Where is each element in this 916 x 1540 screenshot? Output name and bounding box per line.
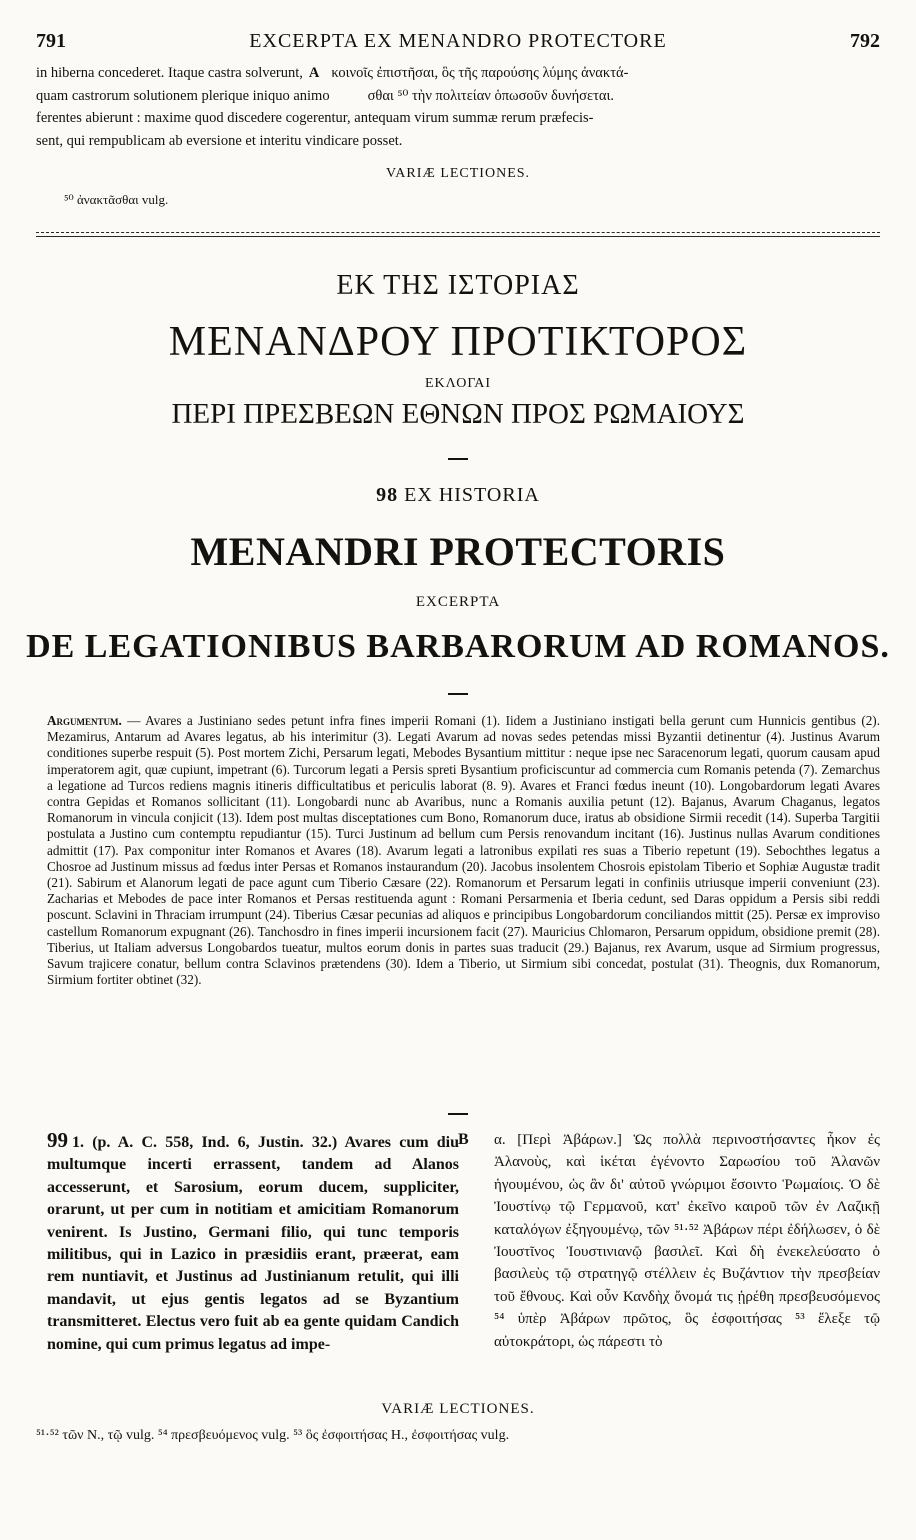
greek-small-title: ΕΚ ΤΗΣ ΙΣΤΟΡΙΑΣ [336, 270, 580, 301]
latin-subtitle: DE LEGATIONIBUS BARBARORUM AD ROMANOS. [26, 628, 890, 665]
latin-body-text: 1. (p. A. C. 558, Ind. 6, Justin. 32.) Avares cum diu multumque incerti errassent, tandem ad Alanos accesserunt, et Sarosium, eorum ducem, suppliciter, orarunt, ut per cum in notitiam et amicitiam Romanorum venirent. Is Justino, Germani filio, qui tunc temporis militibus, qui in Lazico in præsidiis erant, præerat, eam rem nuntiavit, et Justinus ad Justinianum retulit, qui illi mandavit, ut ejus gentis legatos ad se Byzantium transmitteret. Electus vero fuit ab ea gente quidam Candich nomine, qui cum primus legatus ad impe- [47, 1134, 459, 1353]
latin-small-title-text: EX HISTORIA [404, 484, 540, 506]
greek-line: σθαι ⁵⁰ τὴν πολιτείαν ὁπωσοῦν δυνήσεται. [367, 87, 615, 104]
greek-subtitle: ΠΕΡΙ ΠΡΕΣΒΕΩΝ ΕΘΝΩΝ ΠΡΟΣ ΡΩΜΑΙΟΥΣ [171, 398, 745, 430]
running-header [36, 30, 880, 60]
column-number: 98 [376, 484, 399, 506]
greek-body-text: α. [Περὶ Ἀβάρων.] Ὡς πολλὰ περινοστήσαντες ἧκον ἐς Ἀλανοὺς, καὶ ἱκέται ἐγένοντο Σαρωσίου τοῦ Ἀλανῶν ἡγουμένου, ὡς ἂν δι' αὐτοῦ γνώριμοι ἔσοιντο Ῥωμαίοις. Ὁ δὲ Ἰουστίνῳ τῷ Γερμανοῦ, κατ' ἐκεῖνο καιροῦ τῶν ἐν Λαζικῇ καταλόγων ἐξηγουμένῳ, τῶν ⁵¹·⁵² Ἀβάρων πέρι ἐδήλωσεν, ὁ δὲ Ἰουστῖνος Ἰουστινιανῷ βασιλεῖ. Καὶ δὴ ἐνεκελεύσατο ὁ βασιλεὺς τῷ στρατηγῷ στέλλειν ἐς Βυζάντιον τὴν πρεσβείαν τοῦ ἔθνους. Καὶ οὖν Κανδὴχ ὄνομά τις ᾑρέθη πρεσβευσόμενος ⁵⁴ ὑπὲρ Ἀβάρων πρῶτος, ὃς ἐσφοιτήσας ⁵³ ἔλεξε τῷ αὐτοκράτορι, ὡς πάρεστι τὸ [494, 1132, 880, 1350]
title-dash [448, 693, 468, 695]
column-number: 99 [47, 1129, 68, 1152]
latin-line: in hiberna concederet. Itaque castra solverunt, [36, 65, 303, 81]
column-marker: B [458, 1131, 469, 1148]
title-dash [448, 458, 468, 460]
latin-line: ferentes abierunt : maxime quod discedere cogerentur, antequam virum summæ rerum præfecis- [36, 110, 594, 126]
variae-lectiones-note: ⁵¹·⁵² τῶν N., τῷ vulg. ⁵⁴ πρεσβευόμενος vulg. ⁵³ ὃς ἐσφοιτήσας H., ἐσφοιτήσας vulg. [36, 1428, 510, 1443]
greek-column [494, 1129, 880, 1397]
latin-line: quam castrorum solutionem plerique iniquo animo [36, 87, 330, 104]
greek-line: κοινοῖς ἐπιστῆσαι, ὃς τῆς παρούσης λύμης ἀνακτά- [331, 65, 629, 81]
latin-excerpta: EXCERPTA [415, 594, 501, 610]
variae-lectiones-note: ⁵⁰ ἀνακτᾶσθαι vulg. [64, 192, 169, 207]
section-dash [448, 1113, 468, 1115]
latin-line: sent, qui rempublicam ab eversione et interitu vindicare posset. [36, 132, 403, 149]
text-line [36, 62, 880, 85]
latin-column [47, 1129, 459, 1397]
argument-paragraph [47, 713, 880, 1093]
argument-text: — Avares a Justiniano sedes petunt infra fines imperii Romani (1). Iidem a Justiniano instigati bella gerunt cum Hunnicis gentibus (2). Mezamirus, Antarum ad Avares legatus, ab his interimitur (3). Legati Avarum ad novas sedes petendas missi Byzantii detinentur (4). Justinus Avarum conditiones superbe respuit (5). Post mortem Zichi, Persarum legati, Mebodes Bysantium mittitur : neque ipse nec Saracenorum legati, quorum causam apud imperatorem agit, quæ cupiunt, impetrant (6). Turcorum legati a Persis spreti Bysantium proficiscuntur ad commercia cum Romanis petenda (7). Zemarchus a legatione ad Turcos rediens magnis itineris difficultatibus et periculis laborat (8. 9). Avares et Franci fœdus ineunt (10). Longobardorum legati Avares contra Gepidas et Romanos sollicitant (11). Longobardi nunc ab Avaribus, nunc a Romanis auxilia petunt (12). Bajanus, Avarum Chaganus, legatos Romanorum in vincula conjicit (13). Idem post multas disceptationes cum Bono, Romanorum duce, iratus ab obsidione Sirmii recedit (14). Superba Targitii postulata a Justino cum contemptu repudiantur (15). Turci Justinum ad bellum cum Persis renovandum incitant (16). Justinus nullas Avarum conditiones admittit (17). Pax componitur inter Romanos et Avares (18). Avarum legati a latronibus expilati res suas a Tiberio repetunt (19). Sebochthes legatus a Chosroe ad Justinum missus ad fœdus inter Persas et Romanos instaurandum (20). Jacobus insolentem Chosrois epistolam Tiberio et Sophiæ Augustæ tradit (21). Sabirum et Alanorum legati de pace agunt cum Tiberio Cæsare (22). Romanorum et Persarum legati in confiniis utriusque imperii conveniunt (23). Zacharias et Mebodes de pace inter Romanos et Persas restituenda agunt : Romani Persarmenia et Iberia cedunt, sed Daras oppidum a Persis sibi reddi poscunt. Sclavini in Thraciam irrumpunt (24). Tiberius Cæsar pecunias ad aliquos e principibus Longobardorum conciliandos mittit (25). Persæ ex improviso castellum Romanorum expugnant (26). Tanchosdro in fines imperii incursionem facit (27). Mauricius Chlomaron, Persarum oppidum, obsidione premit (28). Tiberius, ut Italiam adversus Longobardos tueatur, multos eorum donis in partes suas traducit (29.) Bajanus, rex Avarum, usque ad Sirmium progressus, Savum trajicere conatur, bellum contra Sclavinos prætendens (30). Idem a Tiberio, ut Sirmium sibi concedat, postulat (31). Theognis, dux Romanorum, Sirmium fortiter obtinet (32). [47, 713, 880, 988]
page-number-right: 792 [850, 30, 880, 52]
column-marker: A [308, 65, 320, 81]
greek-main-title: ΜΕΝΑΝΔΡΟΥ ΠΡΟΤΙΚΤΟΡΟΣ [168, 319, 748, 365]
greek-eklogai: ΕΚΛΟΓΑΙ [424, 376, 492, 391]
latin-small-title [0, 484, 916, 507]
text-line [36, 130, 880, 153]
running-title: EXCERPTA EX MENANDRO PROTECTORE [249, 30, 667, 52]
variae-lectiones-heading: VARIÆ LECTIONES. [385, 166, 531, 181]
continued-text-block [36, 62, 880, 152]
section-rule [36, 232, 880, 233]
text-line [36, 85, 880, 108]
section-rule [36, 236, 880, 237]
text-line [36, 107, 880, 130]
argument-label: Argumentum. [47, 713, 122, 728]
variae-lectiones-heading: VARIÆ LECTIONES. [381, 1401, 535, 1417]
page-number-left: 791 [36, 30, 66, 52]
latin-main-title: MENANDRI PROTECTORIS [190, 529, 726, 574]
